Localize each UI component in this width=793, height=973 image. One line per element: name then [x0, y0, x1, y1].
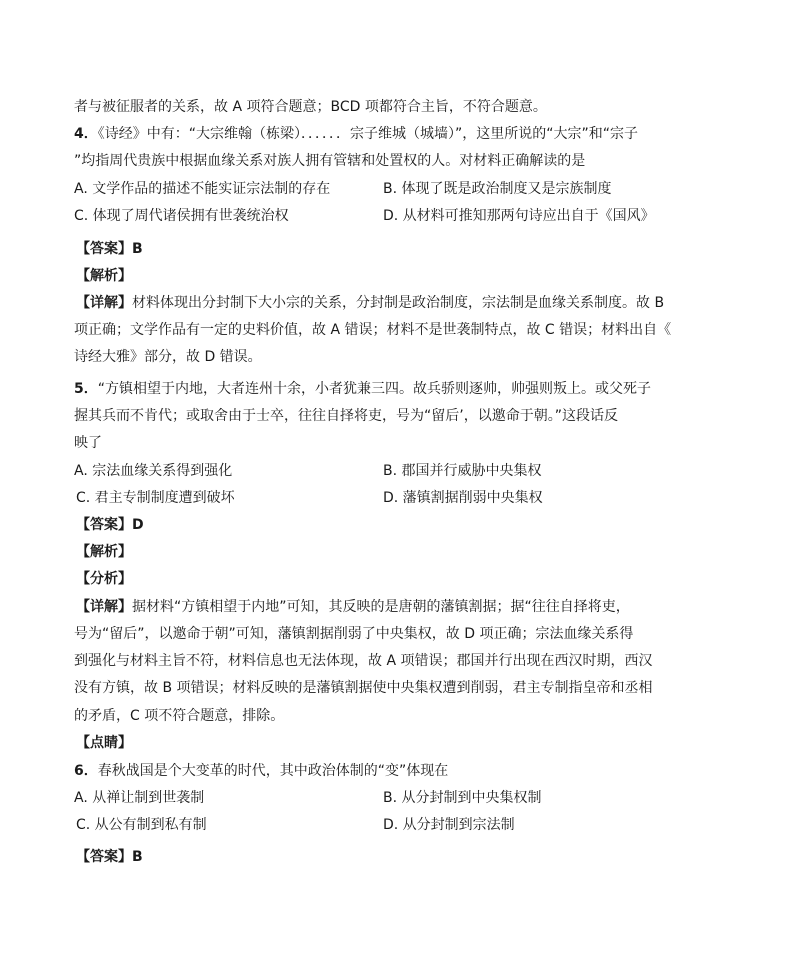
q4-detail-label: 【详解】	[76, 295, 132, 311]
q5-detail-line-3: 到强化与材料主旨不符，材料信息也无法体现，故 A 项错误；郡国并行出现在西汉时期，西汉	[74, 653, 653, 669]
q5-answer-value: D	[132, 517, 144, 533]
q4-option-d: D. 从材料可推知那两句诗应出自于《国风》	[383, 208, 655, 224]
q5-fenxi-label: 【分析】	[76, 571, 132, 587]
q4-stem-line-1	[74, 125, 638, 143]
q4-stem-text: 《诗经》中有：“大宗维翰（栋梁）．．．．．．宗子维城（城墙）”，这里所说的“大宗”和“宗子	[97, 126, 639, 142]
q5-detail-line-1	[76, 598, 630, 616]
q6-answer	[76, 848, 143, 866]
q5-analysis-label: 【解析】	[76, 544, 132, 560]
q5-option-c: C. 君主专制制度遭到破坏	[76, 490, 235, 506]
q5-stem-line-1	[74, 380, 651, 398]
q4-analysis-label: 【解析】	[76, 268, 132, 284]
q5-detail-line-2: 号为“留后”，以邀命于朝”可知，藩镇割据削弱了中央集权，故 D 项正确；宗法血缘关系得	[74, 626, 634, 642]
q4-option-a: A. 文学作品的描述不能实证宗法制的存在	[74, 181, 331, 197]
q6-number: 6．	[74, 763, 98, 779]
q3-tail-text: 者与被征服者的关系，故 A 项符合题意；BCD 项都符合主旨，不符合题意。	[74, 99, 547, 115]
q5-stem-line-3: 映了	[74, 435, 102, 451]
q5-number: 5．	[74, 381, 98, 397]
q6-answer-label: 【答案】	[76, 849, 132, 865]
q4-answer-label: 【答案】	[76, 241, 132, 257]
q4-detail-line-1	[76, 294, 664, 312]
q4-number: 4．	[74, 126, 98, 142]
q4-answer	[76, 240, 143, 258]
q5-detail-line-4: 没有方镇，故 B 项错误；材料反映的是藩镇割据使中央集权遭到削弱，君主专制指皇帝和丞相	[74, 680, 653, 696]
q5-detail-text: 据材料“方镇相望于内地”可知，其反映的是唐朝的藩镇割据；据“往往自择将吏，	[132, 599, 630, 615]
q5-stem-text: “方镇相望于内地，大者连州十余，小者犹兼三四。故兵骄则逐帅，帅强则叛上。或父死子	[97, 381, 652, 397]
q4-detail-line-2: 项正确；文学作品有一定的史料价值，故 A 错误；材料不是世袭制特点，故 C 错误；材料出自《	[74, 322, 672, 338]
q5-stem-line-2: 握其兵而不肯代；或取舍由于士卒，往往自择将吏，号为“留后’，以邀命于朝。”这段话反	[74, 408, 618, 424]
q6-option-a: A. 从禅让制到世袭制	[74, 790, 205, 806]
q5-dianjing-label: 【点睛】	[76, 735, 132, 751]
q5-option-a: A. 宗法血缘关系得到强化	[74, 463, 233, 479]
q6-answer-value: B	[132, 849, 143, 865]
q5-answer-label: 【答案】	[76, 517, 132, 533]
q4-option-b: B. 体现了既是政治制度又是宗族制度	[383, 181, 612, 197]
q4-stem-line-2: ”均指周代贵族中根据血缘关系对族人拥有管辖和处置权的人。对材料正确解读的是	[74, 153, 586, 169]
q4-option-c: C. 体现了周代诸侯拥有世袭统治权	[74, 208, 289, 224]
q4-detail-line-3: 诗经大雅》部分，故 D 错误。	[74, 349, 262, 365]
q6-option-c: C. 从公有制到私有制	[76, 817, 207, 833]
q6-stem-line-1	[74, 762, 448, 780]
q5-option-d: D. 藩镇割据削弱中央集权	[383, 490, 543, 506]
q6-stem-text: 春秋战国是个大变革的时代，其中政治体制的“变”体现在	[97, 763, 449, 779]
q5-detail-line-5: 的矛盾，C 项不符合题意，排除。	[74, 708, 285, 724]
q4-answer-value: B	[132, 241, 143, 257]
q5-answer	[76, 516, 144, 534]
q6-option-d: D. 从分封制到宗法制	[383, 817, 515, 833]
q4-detail-text: 材料体现出分封制下大小宗的关系，分封制是政治制度，宗法制是血缘关系制度。故 B	[132, 295, 665, 311]
q6-option-b: B. 从分封制到中央集权制	[383, 790, 542, 806]
q5-detail-label: 【详解】	[76, 599, 132, 615]
q5-option-b: B. 郡国并行威胁中央集权	[383, 463, 542, 479]
